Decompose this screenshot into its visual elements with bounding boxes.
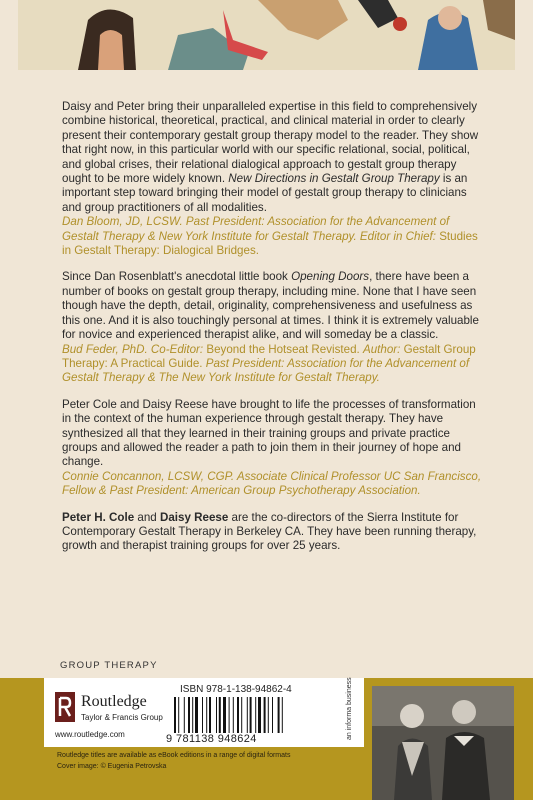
- review-attribution-past: Past President: Association for the Advancement of Gestalt Therapy & The New York Institute for Gestalt Therapy.: [62, 356, 470, 385]
- review-bloom: [62, 100, 482, 258]
- publisher-name: Routledge: [81, 693, 147, 710]
- review-attribution-book2: Gestalt Group Therapy: A Practical Guide.: [62, 342, 476, 370]
- author-name: Daisy Reese: [159, 510, 229, 524]
- review-text: Since Dan Rosenblatt's anecdotal little book: [62, 270, 292, 284]
- review-concannon: [62, 398, 482, 499]
- review-attribution-role: Author:: [362, 342, 404, 356]
- review-attribution: Connie Concannon, LCSW, CGP. Associate Clinical Professor UC San Francisco, Fellow & Past President: American Group Psychotherapy Association.: [62, 469, 482, 498]
- book-title: Opening Doors: [291, 270, 370, 284]
- routledge-logo-icon: [55, 692, 75, 722]
- author-photo: [372, 686, 514, 800]
- review-attribution-journal: Studies in Gestalt Therapy: Dialogical Bridges.: [62, 229, 478, 258]
- informa-tagline: an informa business: [346, 677, 353, 740]
- review-attribution: Bud Feder, PhD. Co-Editor:: [62, 342, 207, 356]
- cover-credit: Cover image: © Eugenia Petrovska: [57, 763, 167, 770]
- isbn-label: ISBN 978-1-138-94862-4: [180, 684, 292, 695]
- review-text: Peter Cole and Daisy Reese have brought to life the processes of transformation in the context of the human experience through gestalt therapy. They have synthesized all that they learned in their training groups and private practice groups and allowed the reader a path to join them in their journey of hope and change.: [62, 397, 476, 469]
- review-text-cont: , there have been a number of books on gestalt group therapy, including mine. None that I have seen though have the depth, detail, originality, comprehensiveness and usefulness as this one. And it is also touchingly personal at times. I think it is extremely valuable for novice and experienced therapist alike, and will someday be a classic.: [62, 270, 479, 342]
- review-text-cont: is an important step toward bringing their model of gestalt group therapy to clinicians and group practitioners of all modalities.: [62, 172, 468, 214]
- book-title: New Directions in Gestalt Group Therapy: [228, 172, 440, 186]
- cover-illustration: [18, 0, 515, 70]
- barcode-number: 9 781138 948624: [166, 733, 257, 745]
- review-attribution: Dan Bloom, JD, LCSW. Past President: Association for the Advancement of Gestalt Therapy & New York Institute for Gestalt Therapy. Editor in Chief:: [62, 215, 450, 243]
- publisher-subtitle: Taylor & Francis Group: [81, 713, 163, 722]
- ebook-note: Routledge titles are available as eBook editions in a range of digital formats: [57, 752, 291, 759]
- review-feder: [62, 270, 482, 385]
- subject-category: GROUP THERAPY: [60, 660, 158, 671]
- bio-text: are the co-directors of the Sierra Institute for Contemporary Gestalt Therapy in Berkeley CA. They have been running therapy, growth and therapist training groups for over 25 years.: [62, 510, 477, 553]
- review-attribution-book: Beyond the Hotseat Revisted.: [206, 342, 363, 356]
- review-text: Daisy and Peter bring their unparalleled expertise in this field to comprehensively combine historical, theoretical, practical, and clinical material in order to clearly present their contemporary gestalt group therapy model to the reader. They show that right now, in this particular world with our specific relational, social, political, and global crises, their relational dialogical approach to gestalt group therapy ought to be more widely known.: [62, 100, 479, 186]
- back-cover-text: [62, 100, 482, 554]
- barcode-icon: [172, 697, 322, 733]
- author-bio: Peter H. Cole and Daisy Reese are the co-directors of the Sierra Institute for Contemporary Gestalt Therapy in Berkeley CA. They have been running therapy, growth and therapist training groups for over 25 years.: [62, 510, 477, 553]
- publisher-website[interactable]: www.routledge.com: [55, 730, 125, 739]
- author-name: Peter H. Cole: [62, 510, 135, 524]
